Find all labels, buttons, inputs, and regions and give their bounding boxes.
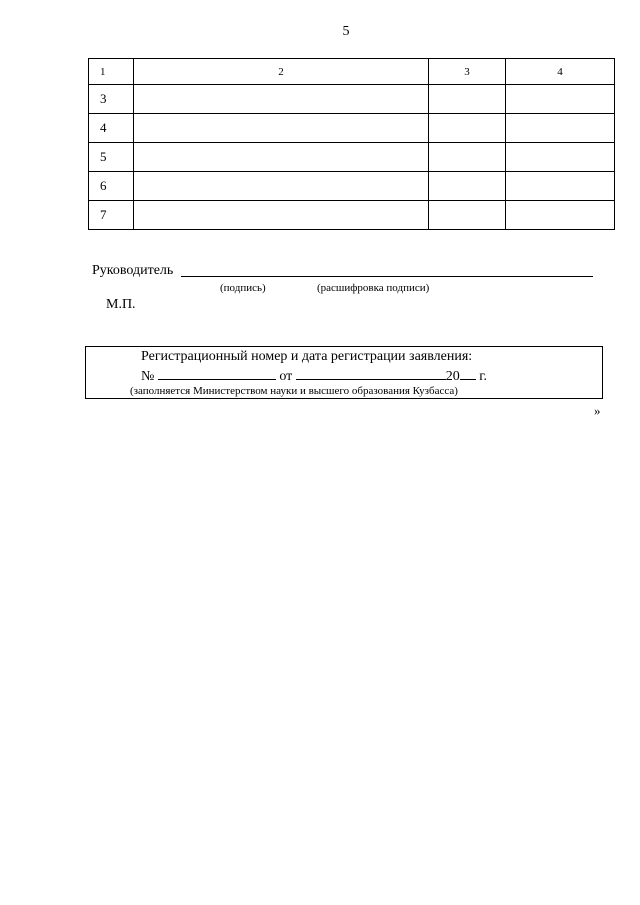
column-header-2: 2 [134,59,429,85]
table-cell-empty[interactable] [429,114,506,143]
table-row [89,201,615,230]
registration-box-bottom-border [85,398,603,399]
table-cell-empty[interactable] [506,172,615,201]
registration-title: Регистрационный номер и дата регистрации заявления: [141,349,473,364]
table-cell-empty[interactable] [429,143,506,172]
table-cell-empty[interactable] [506,114,615,143]
number-sign: № [141,369,155,384]
data-table [88,58,615,230]
table-cell-empty[interactable] [506,143,615,172]
manager-label: Руководитель [92,263,174,278]
table-cell-empty[interactable] [429,172,506,201]
column-header-4: 4 [506,59,615,85]
table-cell-empty[interactable] [506,201,615,230]
year-prefix: 20 [445,369,460,384]
page-number: 5 [342,24,350,39]
stamp-placeholder: М.П. [106,297,136,312]
table-row [89,114,615,143]
row-number-cell: 6 [89,172,134,201]
table-cell-empty[interactable] [429,201,506,230]
row-number-cell: 7 [89,201,134,230]
registration-date-field[interactable] [296,367,446,380]
table-row [89,172,615,201]
table-cell-empty[interactable] [134,201,429,230]
signature-decode-caption: (расшифровка подписи) [317,282,430,294]
table-cell-empty[interactable] [134,172,429,201]
table-cell-empty[interactable] [506,85,615,114]
row-number-cell: 3 [89,85,134,114]
column-header-3: 3 [429,59,506,85]
table-cell-empty[interactable] [134,143,429,172]
column-header-1: 1 [89,59,134,85]
year-suffix: г. [479,369,487,384]
table-cell-empty[interactable] [134,85,429,114]
row-number-cell: 4 [89,114,134,143]
closing-quote: » [594,403,601,418]
from-word: от [279,369,293,384]
registration-year-field[interactable] [460,367,476,380]
table-cell-empty[interactable] [429,85,506,114]
table-row [89,85,615,114]
table-header-row [89,59,615,85]
registration-note: (заполняется Министерством науки и высшего образования Кузбасса) [130,385,458,397]
signature-caption: (подпись) [220,282,266,294]
row-number-cell: 5 [89,143,134,172]
registration-number-field[interactable] [158,367,276,380]
registration-fields-line [141,367,487,385]
table-cell-empty[interactable] [134,114,429,143]
table-row [89,143,615,172]
signature-line[interactable] [181,276,593,277]
